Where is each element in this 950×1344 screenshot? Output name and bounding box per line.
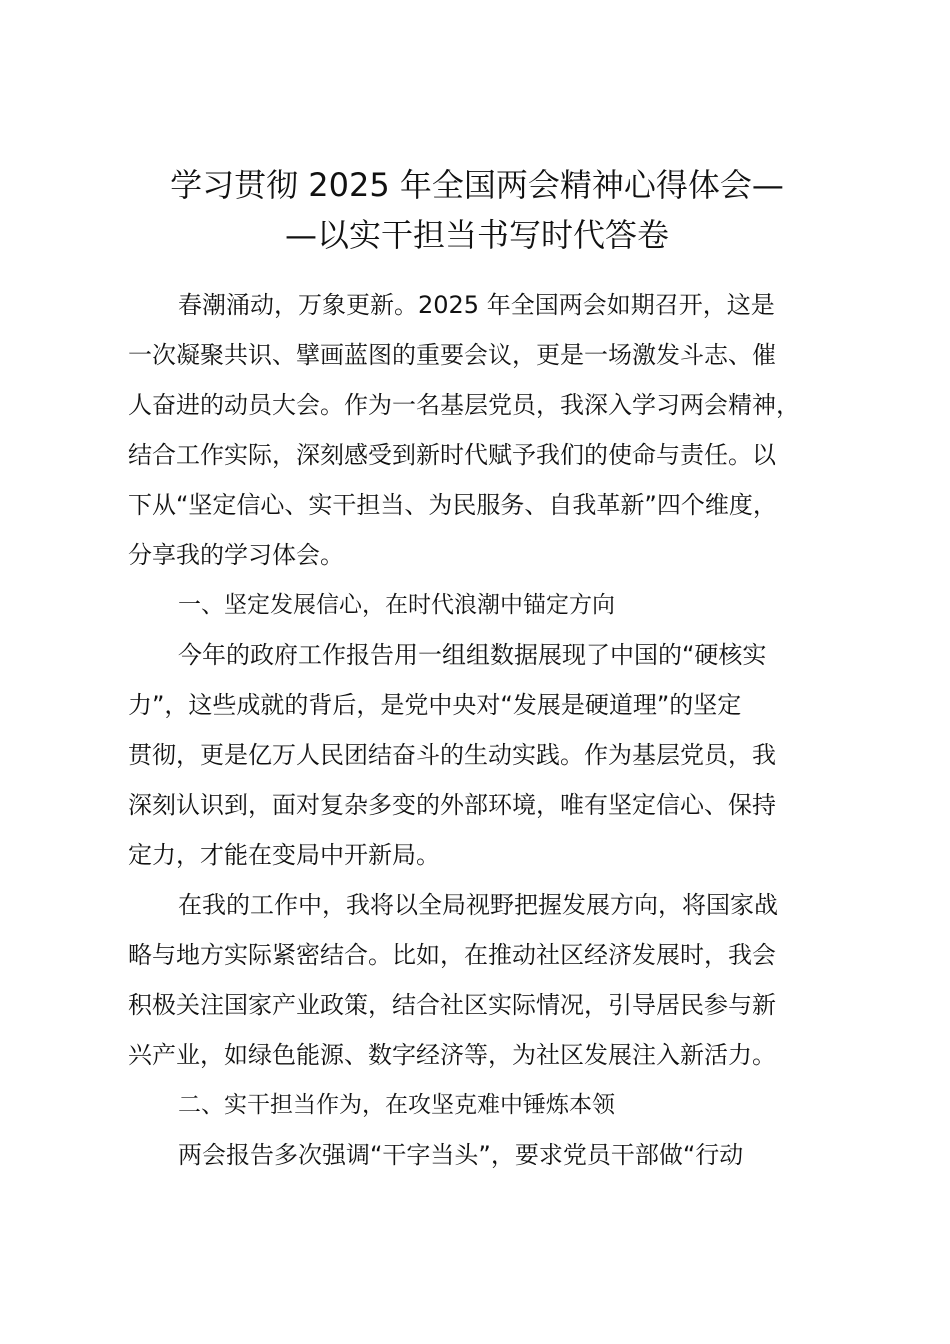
text-line: 一次凝聚共识、擘画蓝图的重要会议，更是一场激发斗志、催 [128, 341, 776, 369]
title-line-2: —以实干担当书写时代答卷 [284, 216, 669, 254]
paragraph-section-2-a [128, 1130, 833, 1180]
text-line: 深刻认识到，面对复杂多变的外部环境，唯有坚定信心、保持 [128, 791, 776, 819]
text-line: 两会报告多次强调“干字当头”，要求党员干部做“行动 [178, 1141, 744, 1169]
paragraph-section-1-b [128, 880, 833, 1080]
text-line: 分享我的学习体会。 [128, 541, 344, 569]
text-line: 在我的工作中，我将以全局视野把握发展方向，将国家战 [178, 891, 778, 919]
paragraph-intro [128, 280, 833, 580]
paragraph-section-1-a [128, 630, 833, 880]
text-line: 略与地方实际紧密结合。比如，在推动社区经济发展时，我会 [128, 941, 776, 969]
text-line: 力”，这些成就的背后，是党中央对“发展是硬道理”的坚定 [128, 691, 742, 719]
text-line: 积极关注国家产业政策，结合社区实际情况，引导居民参与新 [128, 991, 776, 1019]
text-line: 贯彻，更是亿万人民团结奋斗的生动实践。作为基层党员，我 [128, 741, 776, 769]
document-title [128, 160, 826, 260]
text-line: 下从“坚定信心、实干担当、为民服务、自我革新”四个维度， [128, 491, 777, 519]
section-heading-1 [128, 580, 833, 630]
text-line: 定力，才能在变局中开新局。 [128, 841, 440, 869]
text-line: 兴产业，如绿色能源、数字经济等，为社区发展注入新活力。 [128, 1041, 776, 1069]
heading-line: 一、坚定发展信心，在时代浪潮中锚定方向 [178, 592, 615, 618]
section-heading-2 [128, 1080, 833, 1130]
text-line: 人奋进的动员大会。作为一名基层党员，我深入学习两会精神， [128, 391, 800, 419]
document-body [128, 280, 833, 1180]
title-line-1: 学习贯彻 2025 年全国两会精神心得体会— [170, 166, 784, 204]
text-line: 春潮涌动，万象更新。2025 年全国两会如期召开，这是 [178, 291, 775, 319]
text-line: 今年的政府工作报告用一组组数据展现了中国的“硬核实 [178, 641, 767, 669]
text-line: 结合工作实际，深刻感受到新时代赋予我们的使命与责任。以 [128, 441, 776, 469]
heading-line: 二、实干担当作为，在攻坚克难中锤炼本领 [178, 1092, 615, 1118]
